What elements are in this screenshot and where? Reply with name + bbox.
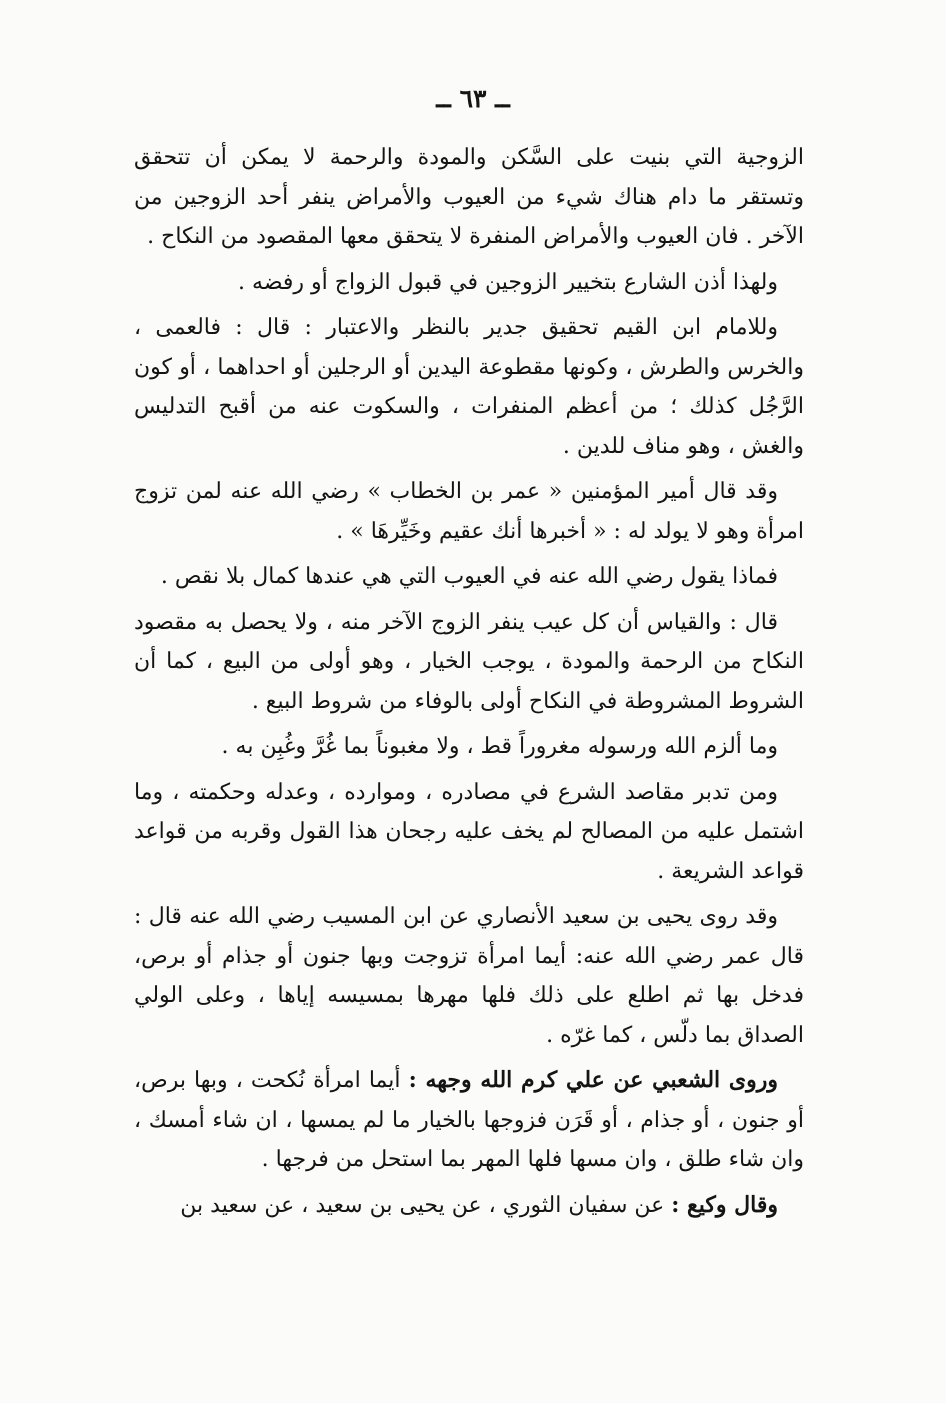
paragraph: وما ألزم الله ورسوله مغروراً قط ، ولا مغبوناً بما غُرَّ وغُبِن به . [221, 734, 778, 759]
paragraph: وقد روى يحيى بن سعيد الأنصاري عن ابن المسيب رضي الله عنه قال : قال عمر رضي الله عنه: أيما امرأة تزوجت وبها جنون أو جذام أو برص، فدخل بها ثم اطلع على ذلك فلها مهرها بمسيسه إياها ، وعلى الولي الصداق بما دلّس ، كما غرّه . [134, 904, 804, 1048]
paragraph-lead: وروى الشعبي عن علي كرم الله وجهه : [408, 1067, 778, 1093]
paragraph-body: أيما امرأة نُكحت ، وبها برص، أو جنون ، أو جذام ، أو قَرَن فزوجها بالخيار ما لم يمسها ، ان شاء أمسك ، وان شاء طلق ، وان مسها فلها المهر بما استحل من فرجها . [134, 1068, 804, 1172]
paragraph [134, 1061, 804, 1180]
paragraph: ومن تدبر مقاصد الشرع في مصادره ، وموارده ، وعدله وحكمته ، وما اشتمل عليه من المصالح لم يخف عليه رجحان هذا القول وقربه من قواعد قواعد الشريعة . [134, 779, 804, 884]
paragraph-body: عن سفيان الثوري ، عن يحيى بن سعيد ، عن سعيد بن [180, 1192, 672, 1218]
paragraph: ولهذا أذن الشارع بتخيير الزوجين في قبول الزواج أو رفضه . [238, 269, 778, 295]
paragraph: الزوجية التي بنيت على السَّكن والمودة والرحمة لا يمكن أن تتحقق وتستقر ما دام هناك شيء من العيوب والأمراض ينفر أحد الزوجين من الآخر . فان العيوب والأمراض المنفرة لا يتحقق معها المقصود من النكاح . [134, 145, 804, 249]
body-text [134, 138, 804, 1231]
paragraph: وقد قال أمير المؤمنين « عمر بن الخطاب » رضي الله عنه لمن تزوج امرأة وهو لا يولد له : « أخبرها أنك عقيم وخَيِّرهَا » . [134, 479, 804, 544]
paragraph-lead: وقال وكيع : [671, 1191, 778, 1218]
paragraph [134, 1186, 804, 1226]
paragraph: قال : والقياس أن كل عيب ينفر الزوج الآخر منه ، ولا يحصل به مقصود النكاح من الرحمة والمودة ، يوجب الخيار ، وهو أولى من البيع ، كما أن الشروط المشروطة في النكاح أولى بالوفاء من شروط البيع . [134, 609, 804, 714]
page-number: ــ ٦٣ ــ [436, 84, 510, 113]
paragraph: فماذا يقول رضي الله عنه في العيوب التي هي عندها كمال بلا نقص . [160, 564, 778, 589]
paragraph: وللامام ابن القيم تحقيق جدير بالنظر والاعتبار : قال : فالعمى ، والخرس والطرش ، وكونها مقطوعة اليدين أو الرجلين أو احداهما ، أو كون الرَّجُل كذلك ؛ من أعظم المنفرات ، والسكوت عنه من أقبح التدليس والغش ، وهو مناف للدين . [134, 315, 804, 459]
